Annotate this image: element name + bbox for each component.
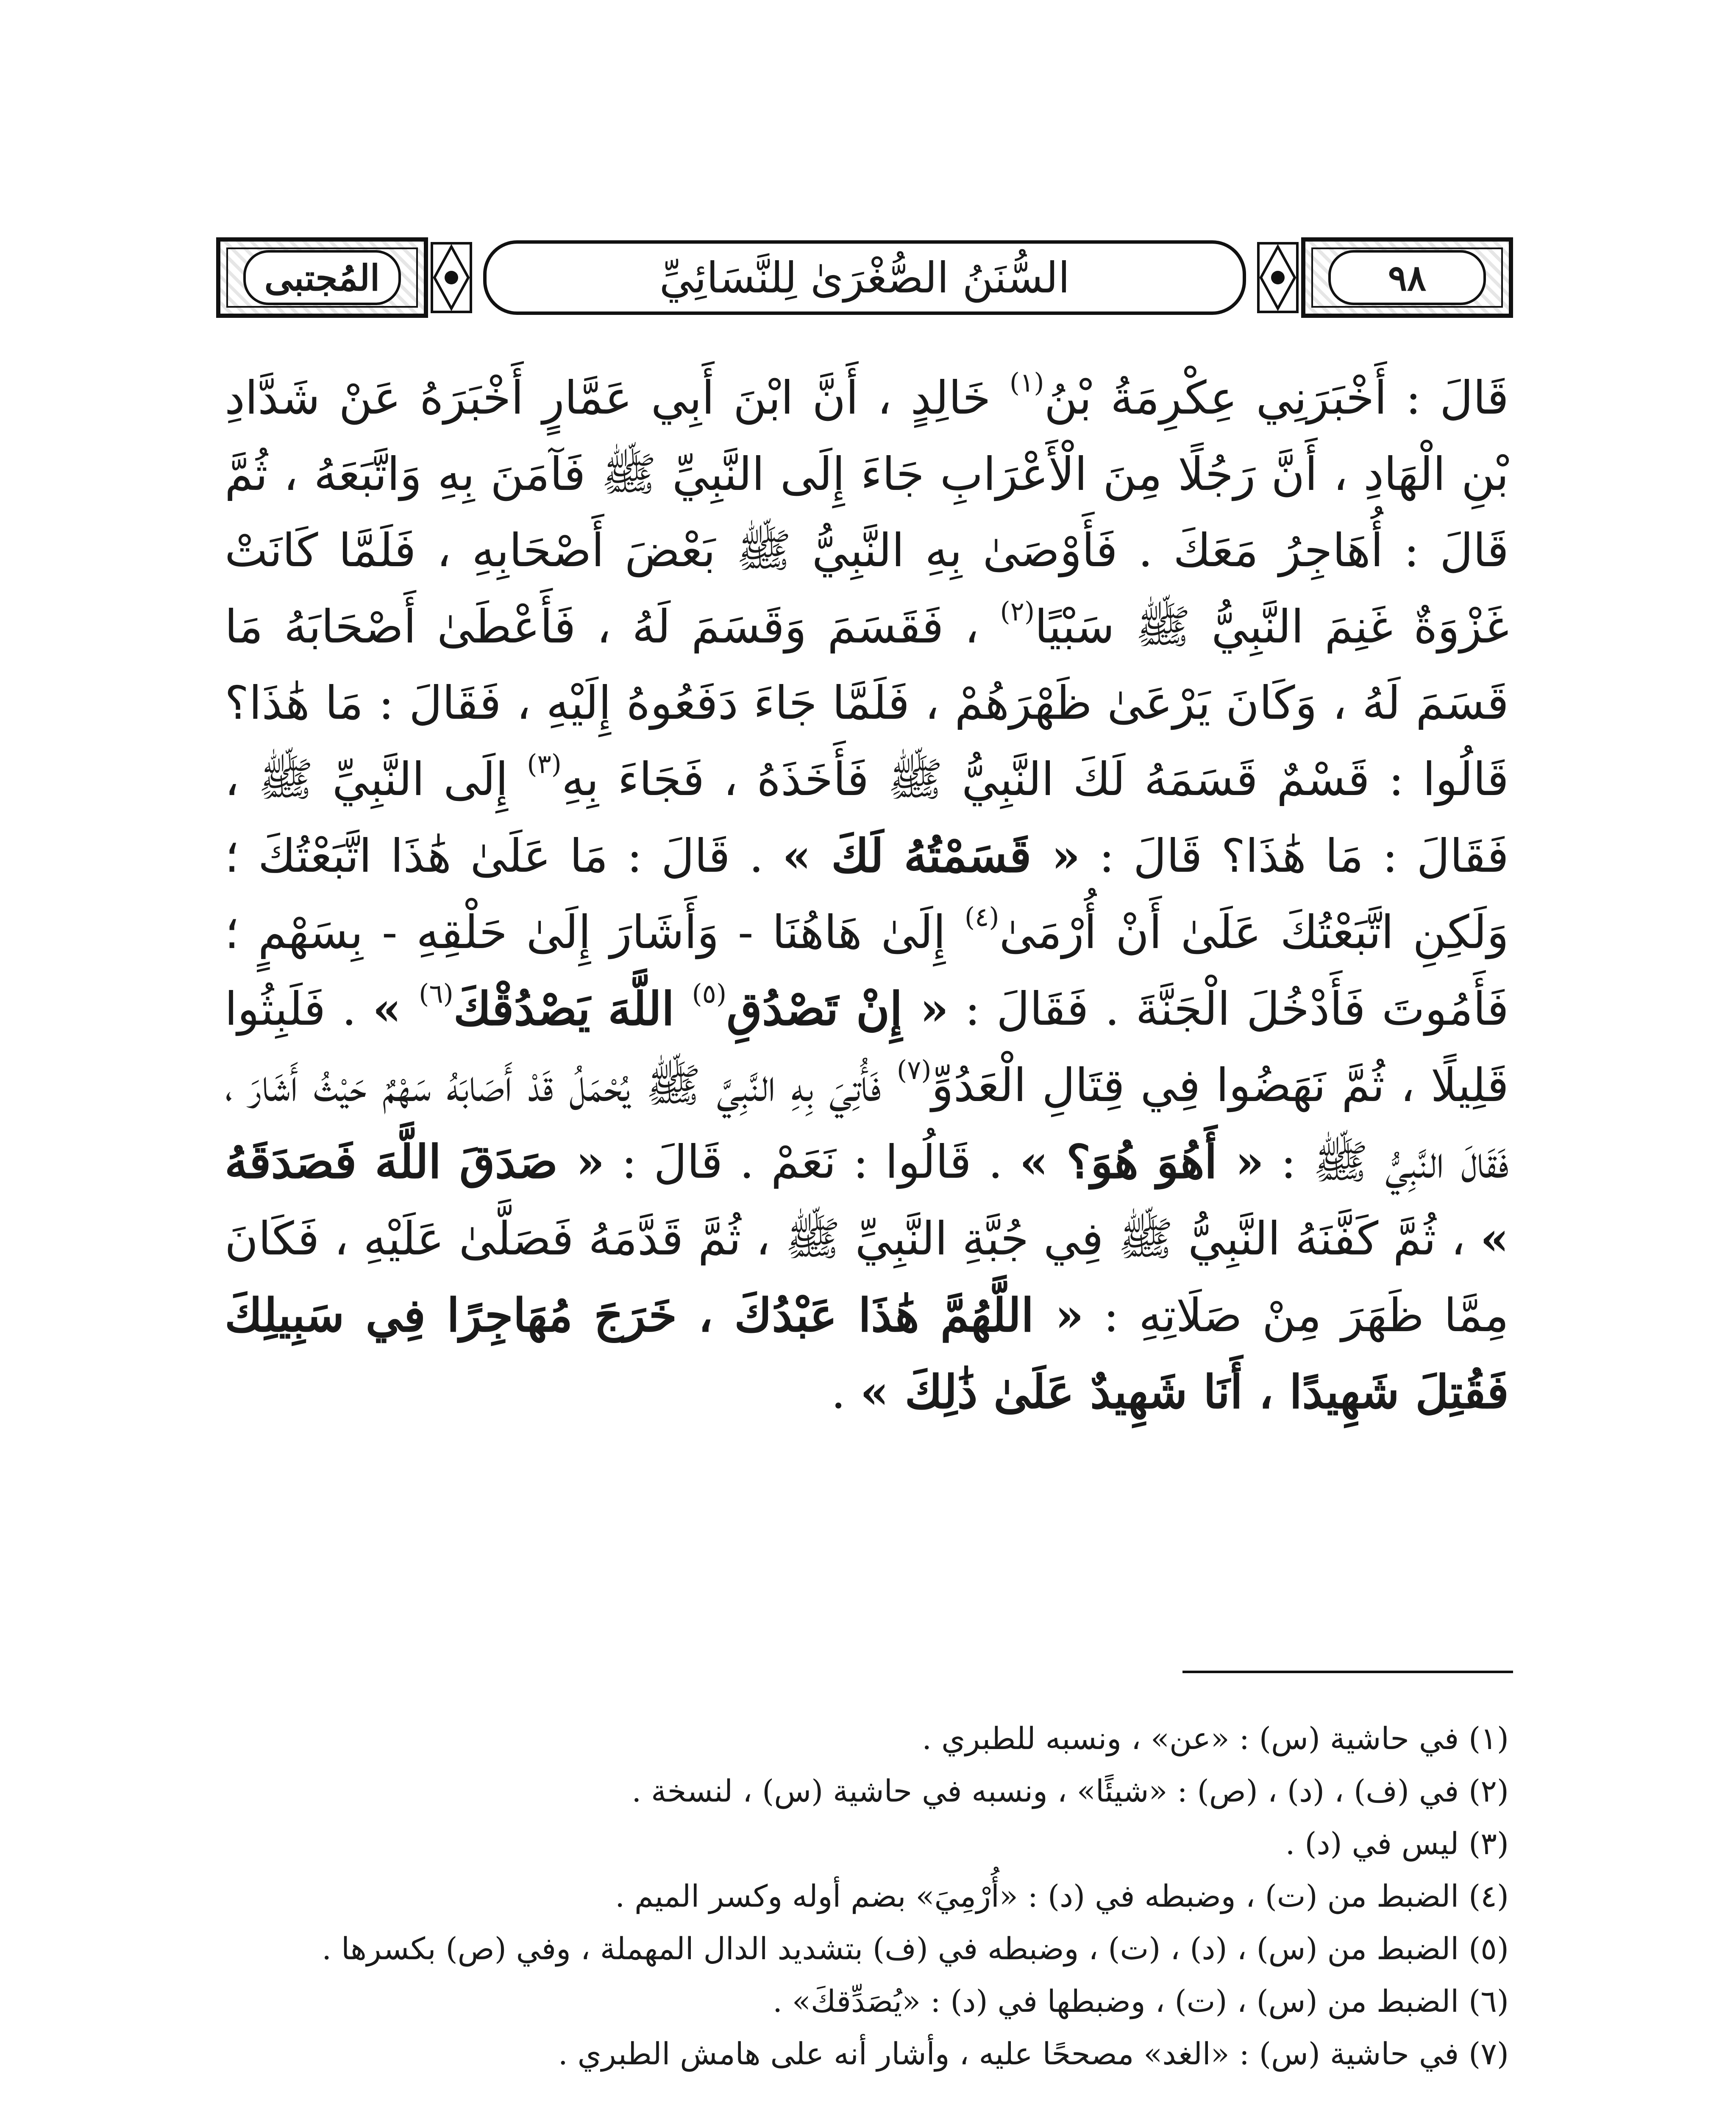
- prophet-quote: « إِنْ تَصْدُقِ: [726, 982, 949, 1036]
- page-header: [216, 231, 1513, 324]
- footnote: (٣) ليس في (د) .: [1285, 1826, 1509, 1861]
- footnote-ref-6: (٦): [419, 978, 453, 1009]
- hadith-paragraph: [225, 360, 1509, 1431]
- text-segment: . قَالُوا : نَعَمْ . قَالَ :: [604, 1136, 1020, 1189]
- footnote: (٢) في (ف) ، (د) ، (ص) : «شيئًا» ، ونسبه في حاشية (س) ، لنسخة .: [632, 1773, 1509, 1809]
- footnote: (١) في حاشية (س) : «عن» ، ونسبه للطبري .: [922, 1721, 1509, 1756]
- diamond-ornament-icon: [428, 237, 475, 318]
- text-segment: . فَلَبِثُوا قَلِيلًا ، ثُمَّ نَهَضُوا فِي قِتَالِ الْعَدُوِّ: [225, 983, 1509, 1112]
- footnote-divider: [1182, 1671, 1513, 1673]
- text-segment: إِلَى النَّبِيِّ ﷺ ، فَقَالَ : مَا هَٰذَا؟ قَالَ :: [225, 753, 1509, 883]
- footnote-ref-3: (٣): [527, 748, 562, 779]
- prophet-quote: « أَهُوَ هُوَ؟ »: [1019, 1135, 1264, 1189]
- prophet-quote: « صَدَقَ اللَّهَ فَصَدَقَهُ »: [225, 1135, 1509, 1265]
- footnote-ref-5: (٥): [692, 978, 727, 1009]
- text-segment: ، ثُمَّ كَفَّنَهُ النَّبِيُّ ﷺ فِي جُبَّةِ النَّبِيِّ ﷺ ، ثُمَّ قَدَّمَهُ فَصَلَّىٰ عَلَيْهِ ، فَكَانَ مِمَّا ظَهَرَ مِنْ صَلَاتِهِ :: [225, 1212, 1509, 1342]
- hadith-text: [225, 360, 1509, 1431]
- prophet-quote: اللَّهَ يَصْدُقْكَ: [453, 982, 692, 1036]
- footnote: (٧) في حاشية (س) : «الغد» مصححًا عليه ، وأشار أنه على هامش الطبري .: [558, 2036, 1509, 2072]
- footnote: (٤) الضبط من (ت) ، وضبطه في (د) : «أُرْمِيَ» بضم أوله وكسر الميم .: [615, 1878, 1509, 1914]
- text-segment: ، فَقَسَمَ وَقَسَمَ لَهُ ، فَأَعْطَىٰ أَصْحَابَهُ مَا قَسَمَ لَهُ ، وَكَانَ يَرْعَىٰ ظَهْرَهُمْ ، فَلَمَّا جَاءَ دَفَعُوهُ إِلَيْهِ ، فَقَالَ : مَا هَٰذَا؟ قَالُوا : قَسْمٌ قَسَمَهُ لَكَ النَّبِيُّ ﷺ فَأَخَذَهُ ، فَجَاءَ بِهِ: [225, 601, 1509, 806]
- footnote: (٦) الضبط من (س) ، (ت) ، وضبطها في (د) : «يُصَدِّقكَ» .: [773, 1983, 1509, 2019]
- text-segment: .: [831, 1366, 860, 1419]
- prophet-quote: »: [373, 982, 419, 1036]
- text-segment: قَالَ : أَخْبَرَنِي عِكْرِمَةُ بْنُ: [1044, 372, 1509, 425]
- medallion-ornament: [216, 237, 428, 318]
- text-segment: إِلَىٰ هَاهُنَا - وَأَشَارَ إِلَىٰ حَلْقِهِ - بِسَهْمٍ ؛ فَأَمُوتَ فَأَدْخُلَ الْجَنَّةَ . فَقَالَ :: [225, 906, 1509, 1036]
- footnote-ref-1: (١): [1009, 367, 1044, 398]
- prophet-quote: « قَسَمْتُهُ لَكَ »: [782, 829, 1080, 883]
- prophet-quote: « اللَّهُمَّ هَٰذَا عَبْدُكَ ، خَرَجَ مُهَاجِرًا فِي سَبِيلِكَ فَقُتِلَ شَهِيدًا ، أَنَا شَهِيدٌ عَلَىٰ ذَٰلِكَ »: [225, 1289, 1509, 1419]
- footnote-ref-4: (٤): [964, 901, 999, 932]
- diamond-ornament-icon: [1255, 237, 1301, 318]
- page-number: ٩٨: [1328, 250, 1486, 305]
- text-segment: فَأُتِيَ بِهِ النَّبِيَّ ﷺ يُحْمَلُ قَدْ أَصَابَهُ سَهْمٌ حَيْثُ أَشَارَ ، فَقَالَ النَّبِيُّ ﷺ :: [225, 1059, 1509, 1189]
- medallion-text: المُجتبى: [243, 250, 401, 305]
- page-number-medallion: [1301, 237, 1513, 318]
- footnote: (٥) الضبط من (س) ، (د) ، (ت) ، وضبطه في (ف) بتشديد الدال المهملة ، وفي (ص) بكسرها .: [322, 1931, 1509, 1966]
- text-segment: . قَالَ : مَا عَلَىٰ هَٰذَا اتَّبَعْتُكَ ؛ وَلَكِنِ اتَّبَعْتُكَ عَلَىٰ أَنْ أُرْمَىٰ: [225, 830, 1509, 959]
- footnote-ref-2: (٢): [1000, 596, 1035, 627]
- footnotes: [225, 1712, 1509, 2080]
- book-title: السُّنَنُ الصُّغْرَىٰ لِلنَّسَائِيِّ: [483, 240, 1246, 315]
- footnote-ref-7: (٧): [896, 1054, 932, 1085]
- text-segment: خَالِدٍ ، أَنَّ ابْنَ أَبِي عَمَّارٍ أَخْبَرَهُ عَنْ شَدَّادِ بْنِ الْهَادِ ، أَنَّ رَجُلًا مِنَ الْأَعْرَابِ جَاءَ إِلَى النَّبِيِّ ﷺ فَآمَنَ بِهِ وَاتَّبَعَهُ ، ثُمَّ قَالَ : أُهَاجِرُ مَعَكَ . فَأَوْصَىٰ بِهِ النَّبِيُّ ﷺ بَعْضَ أَصْحَابِهِ ، فَلَمَّا كَانَتْ غَزْوَةٌ غَنِمَ النَّبِيُّ ﷺ سَبْيًا: [225, 372, 1509, 653]
